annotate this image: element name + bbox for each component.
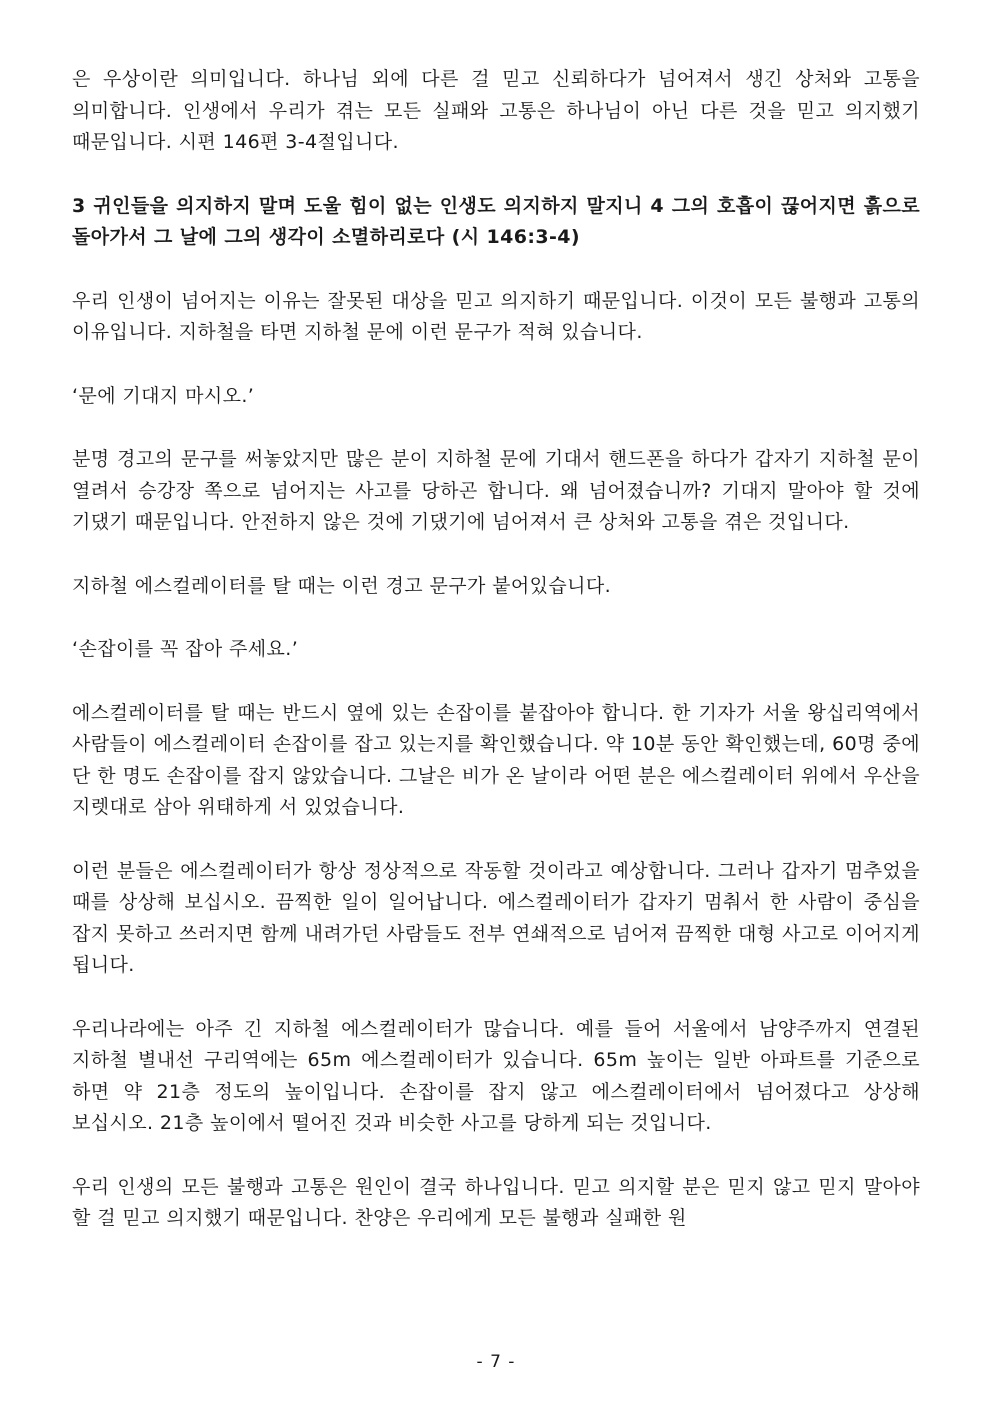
- paragraph-6: 지하철 에스컬레이터를 탈 때는 이런 경고 문구가 붙어있습니다.: [72, 574, 612, 597]
- paragraph-3: 우리 인생이 넘어지는 이유는 잘못된 대상을 믿고 의지하기 때문입니다. 이것이 모든 불행과 고통의 이유입니다. 지하철을 타면 지하철 문에 이런 문구가 적혀 있습니다.: [72, 289, 920, 343]
- page-number: - 7 -: [476, 1352, 516, 1372]
- paragraph-9: 이런 분들은 에스컬레이터가 항상 정상적으로 작동할 것이라고 예상합니다. 그러나 갑자기 멈추었을 때를 상상해 보십시오. 끔찍한 일이 일어납니다. 에스컬레이터가 갑자기 멈춰서 한 사람이 중심을 잡지 못하고 쓰러지면 함께 내려가던 사람들도 전부 연쇄적으로 넘어져 끔찍한 대형 사고로 이어지게 됩니다.: [72, 859, 920, 976]
- quote-door-sign: ‘문에 기대지 마시오.’: [72, 384, 255, 407]
- paragraph-10: 우리나라에는 아주 긴 지하철 에스컬레이터가 많습니다. 예를 들어 서울에서 남양주까지 연결된 지하철 별내선 구리역에는 65m 에스컬레이터가 있습니다. 65m 높이는 일반 아파트를 기준으로 하면 약 21층 정도의 높이입니다. 손잡이를 잡지 않고 에스컬레이터에서 넘어졌다고 상상해 보십시오. 21층 높이에서 떨어진 것과 비슷한 사고를 당하게 되는 것입니다.: [72, 1017, 920, 1134]
- quote-handrail-sign: ‘손잡이를 꼭 잡아 주세요.’: [72, 638, 299, 660]
- scripture-quote: 3 귀인들을 의지하지 말며 도울 힘이 없는 인생도 의지하지 말지니 4 그의 호흡이 끊어지면 흙으로 돌아가서 그 날에 그의 생각이 소멸하리로다 (시 146:3-4): [72, 194, 920, 248]
- paragraph-11: 우리 인생의 모든 불행과 고통은 원인이 결국 하나입니다. 믿고 의지할 분은 믿지 않고 믿지 말아야 할 걸 믿고 의지했기 때문입니다. 찬양은 우리에게 모든 불행과 실패한 원: [72, 1175, 920, 1229]
- paragraph-1: 은 우상이란 의미입니다. 하나님 외에 다른 걸 믿고 신뢰하다가 넘어져서 생긴 상처와 고통을 의미합니다. 인생에서 우리가 겪는 모든 실패와 고통은 하나님이 아닌 다른 것을 믿고 의지했기 때문입니다. 시편 146편 3-4절입니다.: [72, 68, 920, 153]
- paragraph-5: 분명 경고의 문구를 써놓았지만 많은 분이 지하철 문에 기대서 핸드폰을 하다가 갑자기 지하철 문이 열려서 승강장 쪽으로 넘어지는 사고를 당하곤 합니다. 왜 넘어졌습니까? 기대지 말아야 할 것에 기댔기 때문입니다. 안전하지 않은 것에 기댔기에 넘어져서 큰 상처와 고통을 겪은 것입니다.: [72, 448, 920, 533]
- paragraph-8: 에스컬레이터를 탈 때는 반드시 옆에 있는 손잡이를 붙잡아야 합니다. 한 기자가 서울 왕십리역에서 사람들이 에스컬레이터 손잡이를 잡고 있는지를 확인했습니다. 약 10분 동안 확인했는데, 60명 중에 단 한 명도 손잡이를 잡지 않았습니다. 그날은 비가 온 날이라 어떤 분은 에스컬레이터 위에서 우산을 지렛대로 삼아 위태하게 서 있었습니다.: [72, 701, 920, 818]
- document-body: [72, 64, 920, 1267]
